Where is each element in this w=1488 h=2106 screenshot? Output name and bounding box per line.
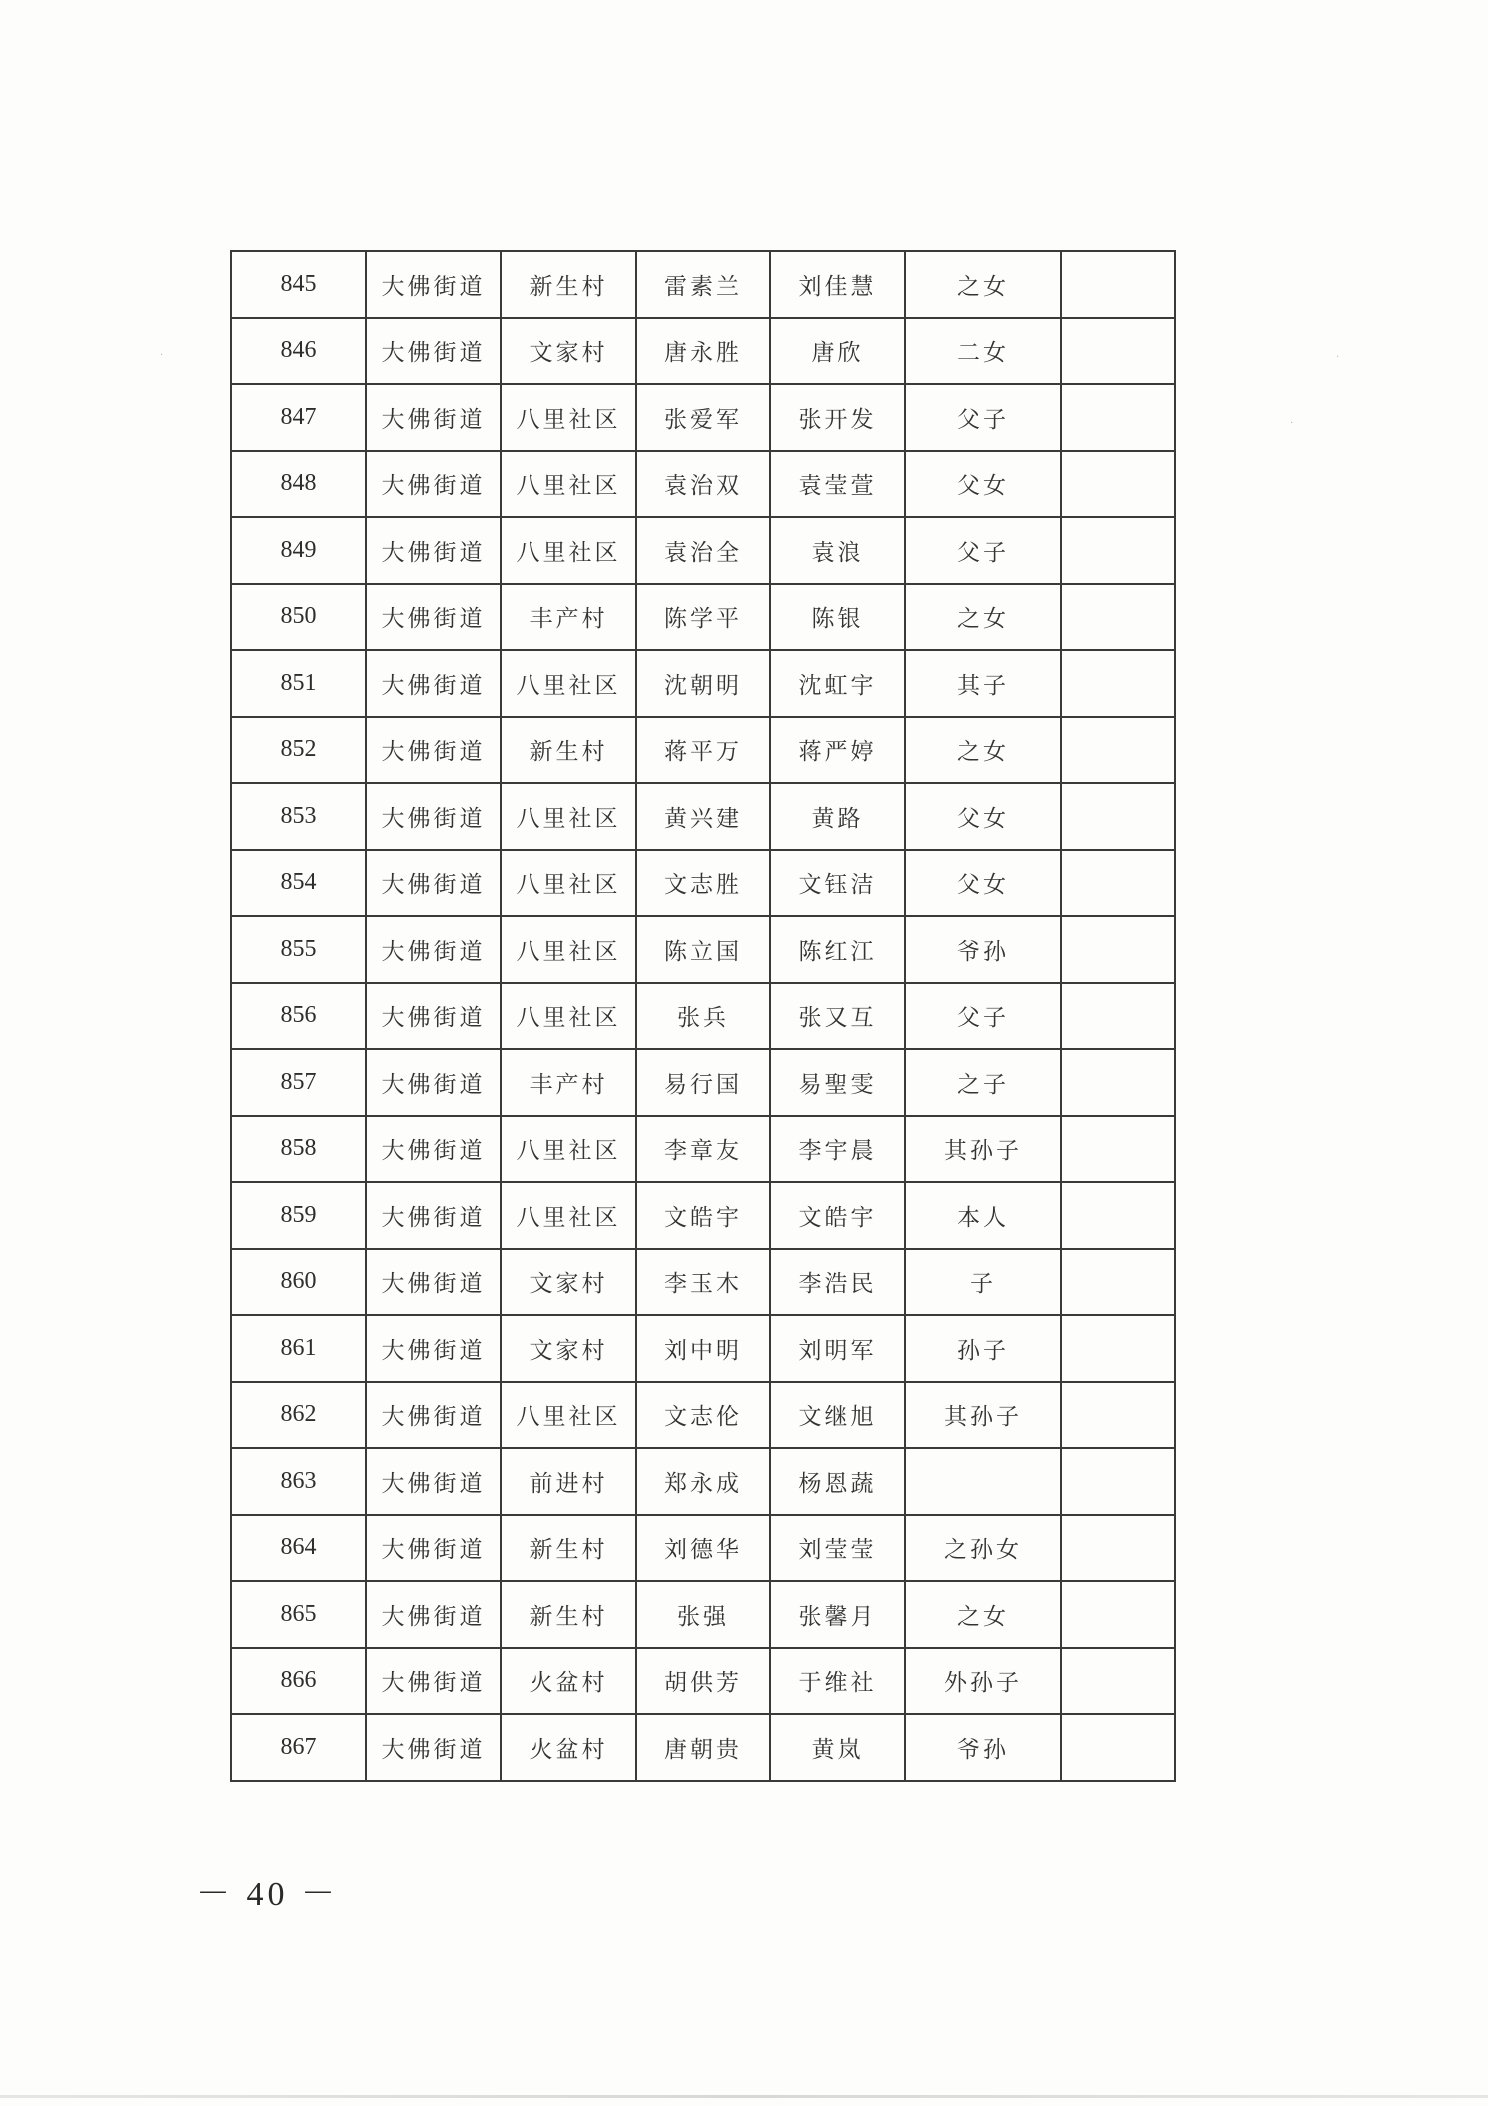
village-cell: 火盆村 [501,1648,636,1715]
relation-cell: 之女 [905,251,1061,318]
table-row [231,1382,1175,1449]
village-cell: 八里社区 [501,1382,636,1449]
table-row [231,1116,1175,1183]
relation-cell: 其子 [905,650,1061,717]
relative-name-cell: 文钰洁 [770,850,905,917]
row-number-cell: 855 [231,916,366,983]
note-cell [1061,251,1175,318]
relation-cell: 其孙子 [905,1382,1061,1449]
village-cell: 新生村 [501,717,636,784]
name-cell: 文志胜 [636,850,770,917]
relative-name-cell: 陈银 [770,584,905,651]
row-number-cell: 861 [231,1315,366,1382]
table-row [231,1182,1175,1249]
row-number-cell: 857 [231,1049,366,1116]
name-cell: 胡供芳 [636,1648,770,1715]
table-row [231,584,1175,651]
village-cell: 丰产村 [501,1049,636,1116]
village-cell: 文家村 [501,1249,636,1316]
relation-cell: 之女 [905,1581,1061,1648]
name-cell: 袁治全 [636,517,770,584]
row-number-cell: 865 [231,1581,366,1648]
relative-name-cell: 于维社 [770,1648,905,1715]
page-number: － 40 － [196,1876,339,1913]
row-number-cell: 847 [231,384,366,451]
street-cell: 大佛街道 [366,318,501,385]
note-cell [1061,1581,1175,1648]
roster-table-body [231,251,1175,1781]
relative-name-cell: 刘佳慧 [770,251,905,318]
street-cell: 大佛街道 [366,1515,501,1582]
table-row [231,850,1175,917]
relation-cell: 爷孙 [905,916,1061,983]
table-row [231,916,1175,983]
relative-name-cell: 刘明军 [770,1315,905,1382]
table-row [231,1049,1175,1116]
table-row [231,1581,1175,1648]
table-row [231,1315,1175,1382]
relative-name-cell: 杨恩蔬 [770,1448,905,1515]
village-cell: 八里社区 [501,517,636,584]
street-cell: 大佛街道 [366,517,501,584]
row-number-cell: 856 [231,983,366,1050]
row-number-cell: 851 [231,650,366,717]
table-row [231,650,1175,717]
village-cell: 文家村 [501,1315,636,1382]
street-cell: 大佛街道 [366,983,501,1050]
table-row [231,517,1175,584]
name-cell: 张爱军 [636,384,770,451]
table-row [231,1714,1175,1781]
street-cell: 大佛街道 [366,1182,501,1249]
name-cell: 唐朝贵 [636,1714,770,1781]
table-row [231,1515,1175,1582]
note-cell [1061,1116,1175,1183]
name-cell: 李玉木 [636,1249,770,1316]
row-number-cell: 862 [231,1382,366,1449]
village-cell: 八里社区 [501,451,636,518]
row-number-cell: 849 [231,517,366,584]
note-cell [1061,584,1175,651]
street-cell: 大佛街道 [366,584,501,651]
table-row [231,783,1175,850]
table-row [231,251,1175,318]
village-cell: 八里社区 [501,384,636,451]
table-row [231,717,1175,784]
row-number-cell: 866 [231,1648,366,1715]
village-cell: 八里社区 [501,650,636,717]
village-cell: 八里社区 [501,1182,636,1249]
relative-name-cell: 易聖雯 [770,1049,905,1116]
street-cell: 大佛街道 [366,717,501,784]
village-cell: 新生村 [501,1515,636,1582]
relation-cell: 父女 [905,783,1061,850]
row-number-cell: 852 [231,717,366,784]
name-cell: 唐永胜 [636,318,770,385]
relation-cell: 子 [905,1249,1061,1316]
relative-name-cell: 李宇晨 [770,1116,905,1183]
village-cell: 八里社区 [501,983,636,1050]
village-cell: 新生村 [501,1581,636,1648]
name-cell: 文志伦 [636,1382,770,1449]
relation-cell: 孙子 [905,1315,1061,1382]
street-cell: 大佛街道 [366,1448,501,1515]
street-cell: 大佛街道 [366,1249,501,1316]
relation-cell: 父女 [905,850,1061,917]
row-number-cell: 858 [231,1116,366,1183]
street-cell: 大佛街道 [366,850,501,917]
scan-bottom-edge [0,2095,1488,2098]
street-cell: 大佛街道 [366,1315,501,1382]
table-row [231,983,1175,1050]
relative-name-cell: 黄岚 [770,1714,905,1781]
table-row [231,1249,1175,1316]
relation-cell: 之女 [905,584,1061,651]
note-cell [1061,983,1175,1050]
relative-name-cell: 黄路 [770,783,905,850]
village-cell: 八里社区 [501,783,636,850]
street-cell: 大佛街道 [366,384,501,451]
street-cell: 大佛街道 [366,1714,501,1781]
name-cell: 刘中明 [636,1315,770,1382]
street-cell: 大佛街道 [366,916,501,983]
row-number-cell: 859 [231,1182,366,1249]
name-cell: 李章友 [636,1116,770,1183]
table-row [231,1448,1175,1515]
relative-name-cell: 文继旭 [770,1382,905,1449]
name-cell: 张强 [636,1581,770,1648]
note-cell [1061,783,1175,850]
row-number-cell: 853 [231,783,366,850]
table-row [231,384,1175,451]
village-cell: 丰产村 [501,584,636,651]
note-cell [1061,916,1175,983]
relative-name-cell: 蒋严婷 [770,717,905,784]
relation-cell: 之孙女 [905,1515,1061,1582]
note-cell [1061,318,1175,385]
village-cell: 八里社区 [501,850,636,917]
relation-cell: 外孙子 [905,1648,1061,1715]
name-cell: 刘德华 [636,1515,770,1582]
street-cell: 大佛街道 [366,1648,501,1715]
table-row [231,318,1175,385]
name-cell: 袁治双 [636,451,770,518]
note-cell [1061,1249,1175,1316]
row-number-cell: 850 [231,584,366,651]
note-cell [1061,1648,1175,1715]
relation-cell: 父子 [905,384,1061,451]
street-cell: 大佛街道 [366,783,501,850]
row-number-cell: 863 [231,1448,366,1515]
relative-name-cell: 李浩民 [770,1249,905,1316]
street-cell: 大佛街道 [366,1382,501,1449]
row-number-cell: 867 [231,1714,366,1781]
row-number-cell: 848 [231,451,366,518]
scan-speck: · [1336,352,1340,363]
relation-cell: 父子 [905,983,1061,1050]
village-cell: 八里社区 [501,1116,636,1183]
row-number-cell: 846 [231,318,366,385]
note-cell [1061,1382,1175,1449]
note-cell [1061,850,1175,917]
scan-speck: · [1290,418,1294,429]
note-cell [1061,451,1175,518]
name-cell: 郑永成 [636,1448,770,1515]
note-cell [1061,1515,1175,1582]
relation-cell: 二女 [905,318,1061,385]
name-cell: 文皓宇 [636,1182,770,1249]
relation-cell: 父子 [905,517,1061,584]
scan-speck: · [160,350,164,361]
name-cell: 黄兴建 [636,783,770,850]
relation-cell: 父女 [905,451,1061,518]
name-cell: 蒋平万 [636,717,770,784]
relative-name-cell: 唐欣 [770,318,905,385]
table-row [231,1648,1175,1715]
relation-cell: 本人 [905,1182,1061,1249]
village-cell: 新生村 [501,251,636,318]
relative-name-cell: 张又互 [770,983,905,1050]
note-cell [1061,1315,1175,1382]
name-cell: 雷素兰 [636,251,770,318]
street-cell: 大佛街道 [366,251,501,318]
relative-name-cell: 沈虹宇 [770,650,905,717]
name-cell: 陈学平 [636,584,770,651]
note-cell [1061,717,1175,784]
relative-name-cell: 张馨月 [770,1581,905,1648]
street-cell: 大佛街道 [366,451,501,518]
note-cell [1061,1448,1175,1515]
relation-cell: 爷孙 [905,1714,1061,1781]
name-cell: 易行国 [636,1049,770,1116]
street-cell: 大佛街道 [366,1049,501,1116]
village-cell: 火盆村 [501,1714,636,1781]
relation-cell: 之子 [905,1049,1061,1116]
note-cell [1061,517,1175,584]
name-cell: 张兵 [636,983,770,1050]
relative-name-cell: 文皓宇 [770,1182,905,1249]
relative-name-cell: 袁莹萱 [770,451,905,518]
roster-table [230,250,1176,1782]
relative-name-cell: 张开发 [770,384,905,451]
relation-cell [905,1448,1061,1515]
relation-cell: 其孙子 [905,1116,1061,1183]
row-number-cell: 860 [231,1249,366,1316]
note-cell [1061,384,1175,451]
relative-name-cell: 刘莹莹 [770,1515,905,1582]
note-cell [1061,1182,1175,1249]
relative-name-cell: 袁浪 [770,517,905,584]
street-cell: 大佛街道 [366,1116,501,1183]
row-number-cell: 864 [231,1515,366,1582]
street-cell: 大佛街道 [366,650,501,717]
name-cell: 沈朝明 [636,650,770,717]
village-cell: 前进村 [501,1448,636,1515]
street-cell: 大佛街道 [366,1581,501,1648]
relation-cell: 之女 [905,717,1061,784]
note-cell [1061,650,1175,717]
note-cell [1061,1714,1175,1781]
relative-name-cell: 陈红江 [770,916,905,983]
table-row [231,451,1175,518]
row-number-cell: 845 [231,251,366,318]
row-number-cell: 854 [231,850,366,917]
note-cell [1061,1049,1175,1116]
name-cell: 陈立国 [636,916,770,983]
village-cell: 文家村 [501,318,636,385]
village-cell: 八里社区 [501,916,636,983]
